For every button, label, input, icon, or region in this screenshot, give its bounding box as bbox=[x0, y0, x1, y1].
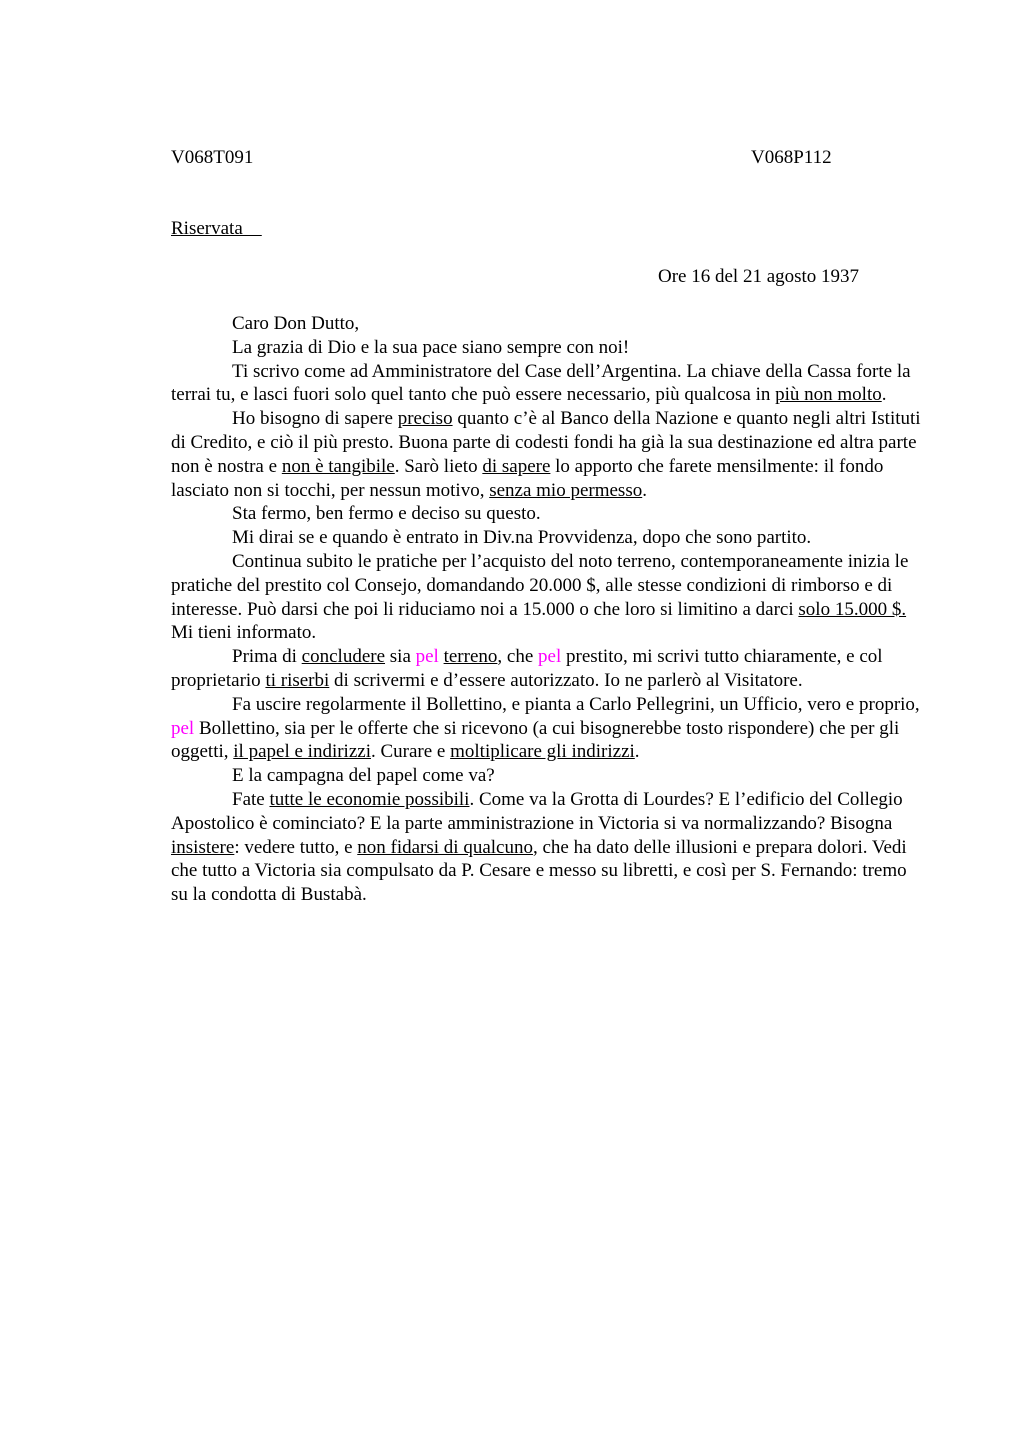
letter-body bbox=[171, 312, 926, 907]
letter-date: Ore 16 del 21 agosto 1937 bbox=[658, 266, 860, 287]
highlighted-word: pel bbox=[171, 717, 195, 739]
paragraph-text: Ho bisogno di sapere bbox=[232, 408, 398, 430]
paragraph-text: Fa uscire regolarmente il Bollettino, e pianta a Carlo Pellegrini, un Ufficio, vero e proprio, bbox=[232, 693, 920, 715]
paragraph-text: Mi tieni informato. bbox=[171, 622, 317, 644]
paragraph-text: Prima di bbox=[232, 646, 302, 668]
paragraph-text: , che ha dato delle illusioni e prepara dolori. Vedi che tutto a Victoria sia compulsato da P. Cesare e messo su libretti, e così per S. Fernando: tremo su la condotta di Bustabà. bbox=[171, 836, 907, 906]
paragraph-text: prestito, mi scrivi tutto chiaramente, e col proprietario bbox=[171, 646, 883, 691]
paragraph-banco bbox=[171, 407, 926, 502]
underlined-phrase: preciso bbox=[397, 408, 453, 430]
highlighted-word: pel bbox=[538, 646, 562, 668]
highlighted-word: pel bbox=[415, 646, 439, 668]
paragraph-economie bbox=[171, 788, 926, 907]
paragraph-text: Continua subito le pratiche per l’acquisto del noto terreno, contemporaneamente inizia le pratiche del prestito col Consejo, domandando 20.000 $, alle stesse condizioni di rimborso e di interesse. Può darsi che poi li riduciamo noi a 15.000 o che loro si limitino a darci bbox=[171, 550, 909, 620]
underlined-phrase: non è tangibile bbox=[281, 455, 395, 477]
paragraph-text: : vedere tutto, e bbox=[234, 836, 358, 858]
paragraph-provvidenza: Mi dirai se e quando è entrato in Div.na Provvidenza, dopo che sono partito. bbox=[232, 527, 812, 549]
paragraph-concludere bbox=[171, 645, 926, 693]
paragraph-text: , che bbox=[497, 646, 539, 668]
underlined-phrase: di sapere bbox=[482, 455, 551, 477]
underlined-phrase: più non molto bbox=[775, 384, 882, 406]
underlined-phrase: concludere bbox=[301, 646, 386, 668]
underlined-phrase: ti riserbi bbox=[265, 669, 330, 691]
underlined-phrase: senza mio permesso bbox=[489, 479, 643, 501]
paragraph-cassa bbox=[171, 360, 926, 408]
underlined-phrase: insistere bbox=[171, 836, 235, 858]
paragraph-text: . Sarò lieto bbox=[394, 455, 483, 477]
greeting: La grazia di Dio e la sua pace siano sempre con noi! bbox=[232, 336, 630, 358]
salutation: Caro Don Dutto, bbox=[232, 313, 360, 334]
paragraph-text: Fate bbox=[232, 788, 270, 810]
paragraph-text: Ti scrivo come ad Amministratore del Case dell’Argentina. La chiave della Cassa forte la terrai tu, e lasci fuori solo quel tanto che può essere necessario, più qualcosa in bbox=[171, 360, 911, 406]
paragraph-text: sia bbox=[385, 646, 416, 668]
underlined-phrase: non fidarsi di qualcuno bbox=[357, 836, 533, 858]
paragraph-text: di scrivermi e d’essere autorizzato. Io ne parlerò al Visitatore. bbox=[329, 669, 803, 691]
document-code-left: V068T091 bbox=[171, 147, 254, 168]
paragraph-bollettino bbox=[171, 693, 926, 764]
document-code-right: V068P112 bbox=[751, 147, 832, 168]
paragraph-terreno bbox=[171, 550, 926, 645]
paragraph-text: . Curare e bbox=[370, 741, 451, 763]
underlined-phrase: terreno bbox=[443, 646, 498, 668]
paragraph-text: . bbox=[642, 479, 647, 501]
paragraph-fermo: Sta fermo, ben fermo e deciso su questo. bbox=[232, 503, 541, 525]
paragraph-text: lo apporto che farete mensilmente: il fondo lasciato non si tocchi, per nessun motivo, bbox=[171, 455, 884, 501]
confidential-label: Riservata bbox=[171, 218, 262, 239]
paragraph-text: quanto c’è al Banco della Nazione e quanto negli altri Istituti di Credito, e ciò il più presto. Buona parte di codesti fondi ha già la sua destinazione ed altra parte non è nostra e bbox=[171, 408, 921, 477]
paragraph-papel: E la campagna del papel come va? bbox=[232, 765, 495, 787]
underlined-phrase: solo 15.000 $. bbox=[798, 598, 907, 620]
paragraph-text: . bbox=[634, 741, 640, 763]
underlined-phrase: il papel e indirizzi bbox=[233, 741, 371, 763]
paragraph-text: . Come va la Grotta di Lourdes? E l’edificio del Collegio Apostolico è cominciato? E la parte amministrazione in Victoria si va normalizzando? Bisogna bbox=[171, 788, 903, 834]
underlined-phrase: tutte le economie possibili bbox=[269, 788, 470, 810]
paragraph-text: . bbox=[881, 384, 887, 406]
underlined-phrase: moltiplicare gli indirizzi bbox=[450, 741, 635, 763]
paragraph-text: Bollettino, sia per le offerte che si ricevono (a cui bisognerebbe tosto rispondere) che per gli oggetti, bbox=[171, 717, 900, 763]
